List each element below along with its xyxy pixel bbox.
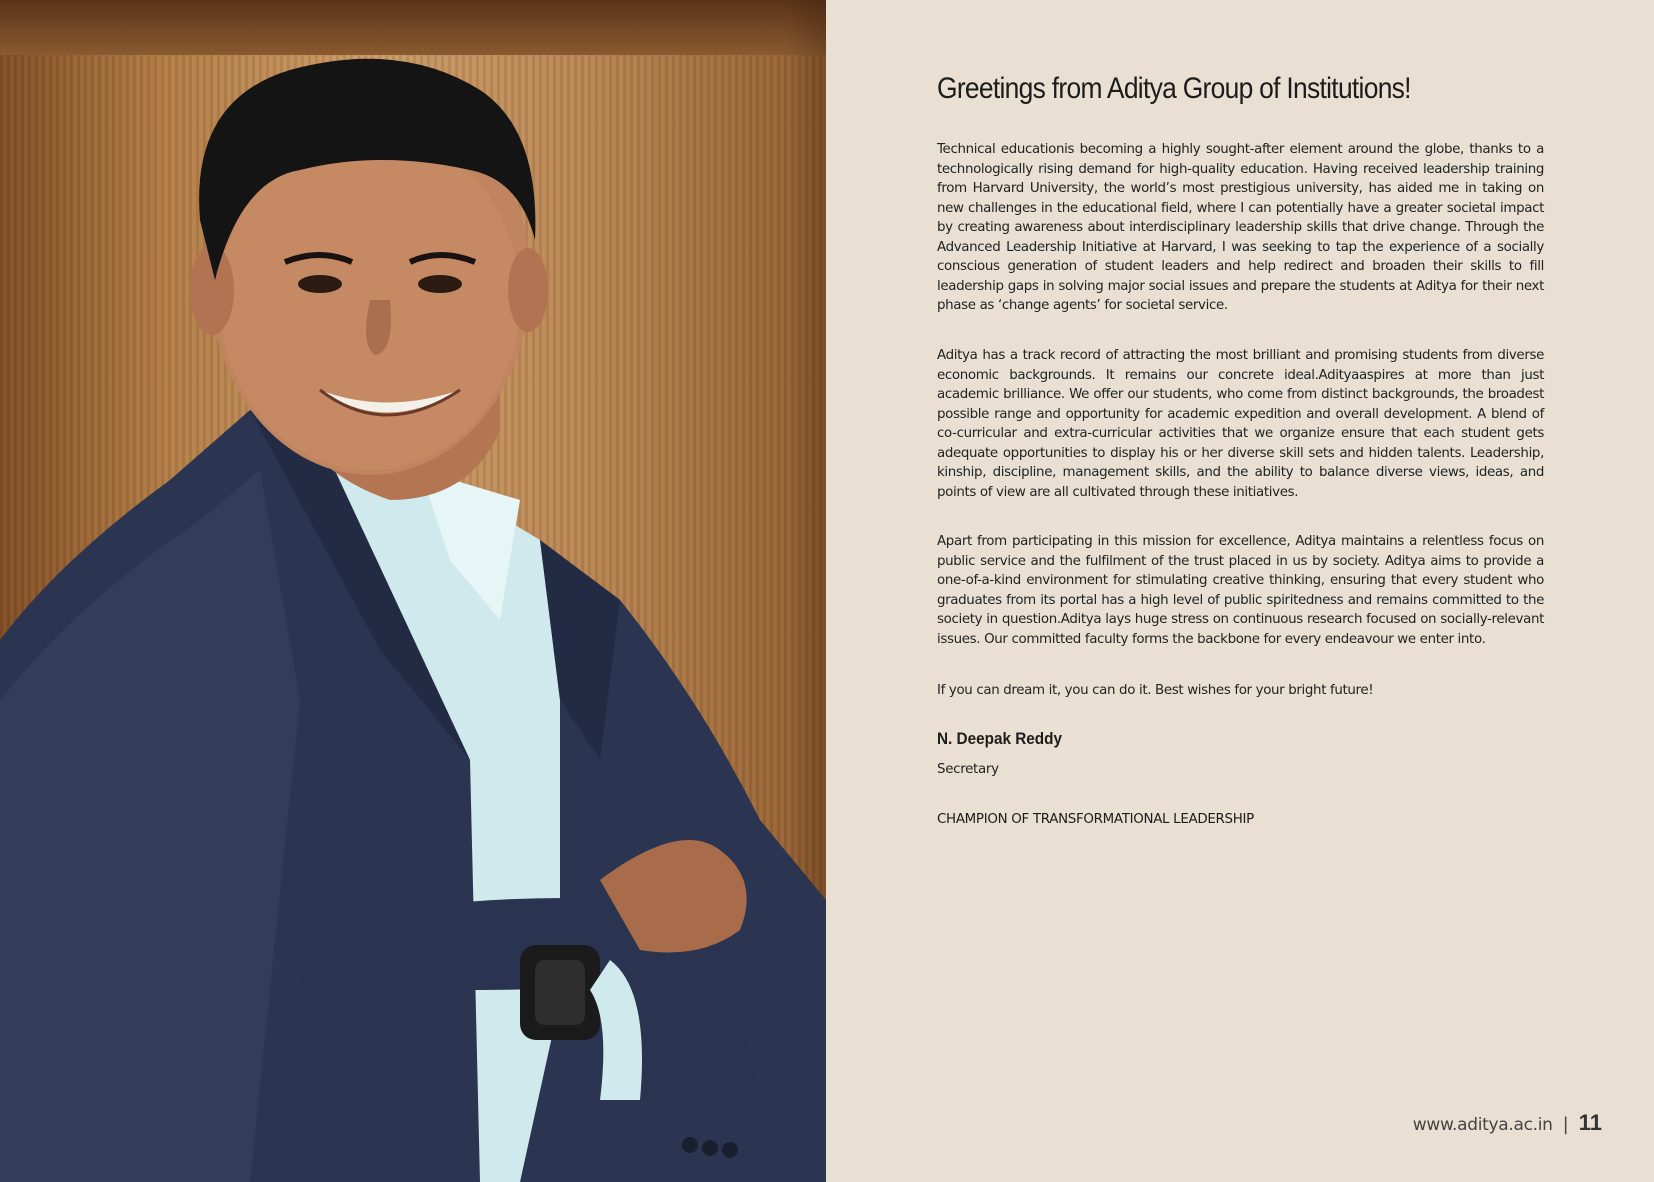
- footer-separator: |: [1562, 1114, 1569, 1135]
- letter-heading: Greetings from Aditya Group of Institutions!: [937, 72, 1411, 105]
- website-link[interactable]: www.aditya.ac.in: [1412, 1115, 1553, 1135]
- page-footer: [1413, 1110, 1602, 1136]
- page-number: 11: [1578, 1110, 1602, 1135]
- signatory-title: Secretary: [937, 762, 999, 777]
- paragraph-2: Aditya has a track record of attracting the most brilliant and promising students from diverse economic backgrounds. It remains our concrete ideal.Adityaaspires at more than just academic brilliance. We offer our students, who come from distinct backgrounds, the broadest possible range and opportunity for academic expedition and overall development. A blend of co-curricular and extra-curricular activities that we organize ensure that each student gets adequate opportunities to display his or her diverse skill sets and hidden talents. Leadership, kinship, discipline, management skills, and the ability to balance diverse views, ideas, and points of view are all cultivated through these initiatives.: [937, 348, 1544, 500]
- signatory-name: N. Deepak Reddy: [937, 729, 1063, 748]
- portrait-figure: [0, 0, 826, 1182]
- letter-panel: [826, 0, 1654, 1182]
- paragraph-1: Technical educationis becoming a highly sought-after element around the globe, thanks to a technologically rising demand for high-quality education. Having received leadership training from Harvard University, the world’s most prestigious university, has aided me in taking on new challenges in the educational field, where I can potentially have a greater societal impact by creating awareness about interdisciplinary leadership skills that drive change. Through the Advanced Leadership Initiative at Harvard, I was seeking to tap the experience of a socially conscious generation of student leaders and help redirect and broaden their skills to fill leadership gaps in solving major social issues and prepare the students at Aditya for their next phase as ‘change agents’ for societal service.: [937, 142, 1544, 313]
- paragraph-3: Apart from participating in this mission for excellence, Aditya maintains a relentless focus on public service and the fulfilment of the trust placed in us by society. Aditya aims to provide a one-of-a-kind environment for stimulating creative thinking, ensuring that every student who graduates from its portal has a high level of public spiritedness and remains committed to the society in question.Aditya lays huge stress on continuous research focused on socially-relevant issues. Our committed faculty forms the backbone for every endeavour we enter into.: [937, 534, 1544, 647]
- tagline: CHAMPION OF TRANSFORMATIONAL LEADERSHIP: [937, 812, 1254, 827]
- closing-line: If you can dream it, you can do it. Best wishes for your bright future!: [937, 683, 1374, 698]
- portrait-photo: [0, 0, 826, 1182]
